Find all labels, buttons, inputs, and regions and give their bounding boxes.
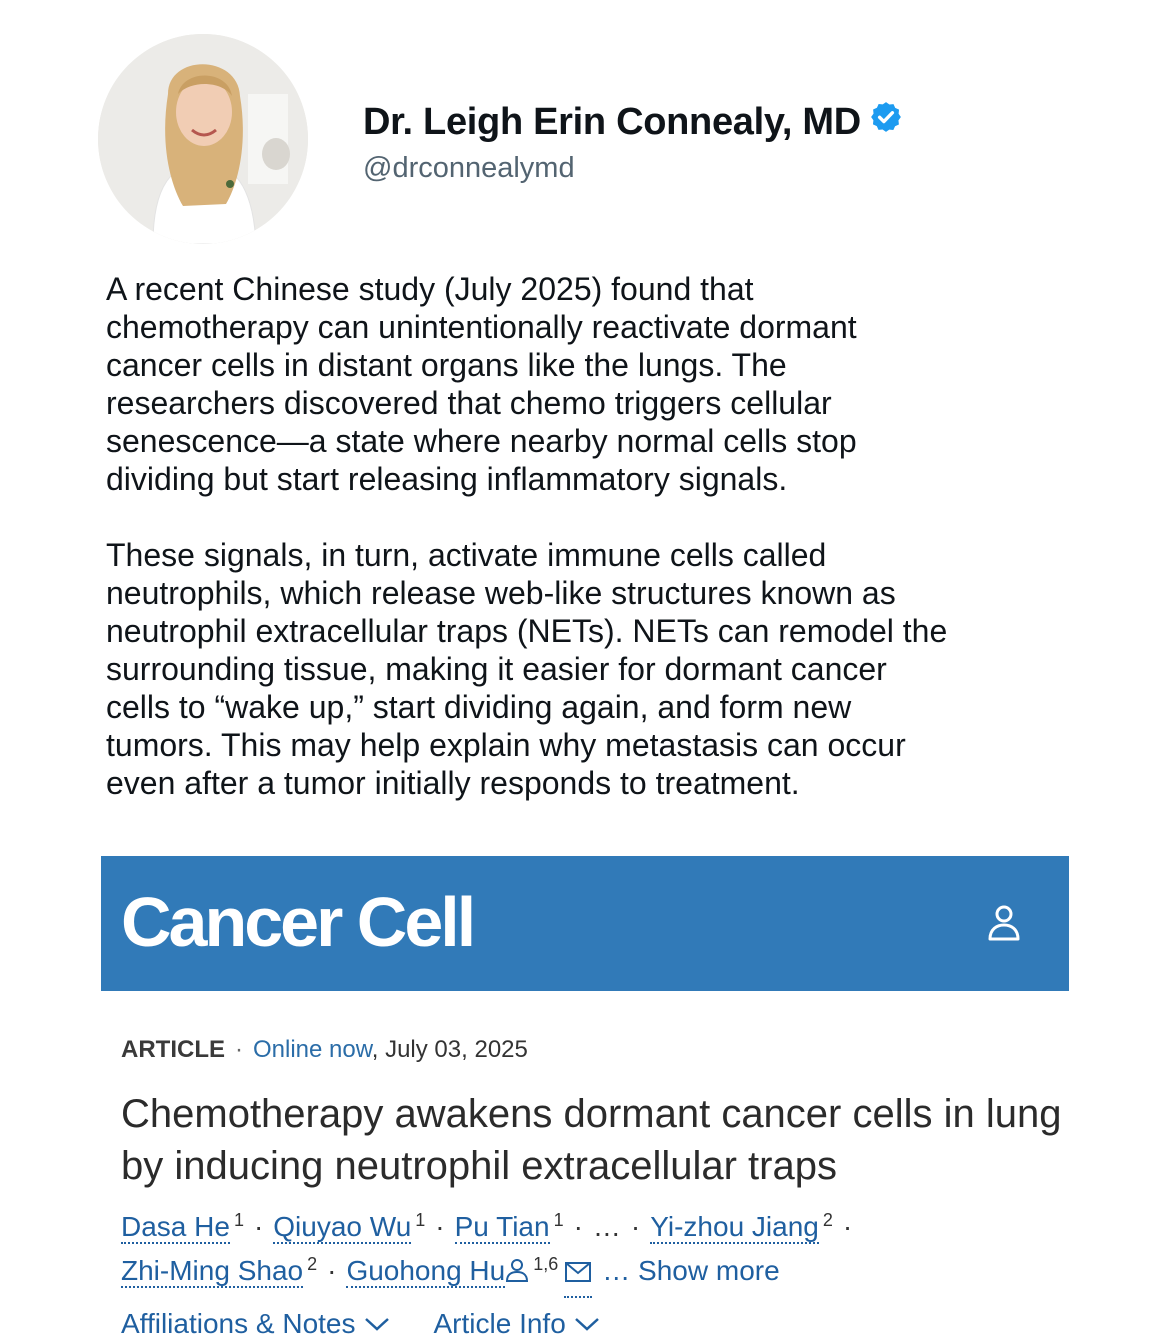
author-link[interactable]: Zhi-Ming Shao — [121, 1255, 304, 1286]
author-link[interactable]: Qiuyao Wu — [273, 1211, 412, 1242]
online-now-link[interactable]: Online now — [253, 1036, 372, 1063]
chevron-down-icon — [364, 1316, 390, 1332]
article-tabs — [121, 1308, 600, 1340]
article-info-toggle[interactable] — [434, 1308, 600, 1340]
author-separator: · — [327, 1255, 337, 1286]
article-date: , July 03, 2025 — [371, 1036, 528, 1063]
display-name[interactable]: Dr. Leigh Erin Connealy, MD — [363, 100, 861, 143]
author-affiliation: 1 — [233, 1209, 244, 1230]
author-separator: · — [842, 1211, 853, 1242]
display-name-row — [363, 100, 903, 144]
avatar-photo — [98, 34, 308, 244]
affiliations-notes-toggle[interactable] — [121, 1308, 390, 1340]
author-affiliation: 2 — [822, 1209, 833, 1230]
post-paragraph-2: These signals, in turn, activate immune cells called neutrophils, which release web-like structures known as neutrophil extracellular traps (NETs). NETs can remodel the surrounding tissue, making it easier for dormant cancer cells to “wake up,” start dividing again, and form new tumors. This may help explain why metastasis can occur even after a tumor initially responds to treatment. — [106, 537, 948, 801]
article-title[interactable]: Chemotherapy awakens dormant cancer cells in lung by inducing neutrophil extracellular traps — [121, 1092, 1062, 1188]
author-affiliation: 1 — [415, 1209, 426, 1230]
author-link[interactable]: Pu Tian — [454, 1211, 550, 1242]
journal-header-bar — [101, 856, 1069, 991]
affiliations-label: Affiliations & Notes — [121, 1308, 356, 1339]
author-list — [121, 1205, 1071, 1298]
journal-logo[interactable]: Cancer Cell — [121, 883, 474, 961]
author-link[interactable]: Yi-zhou Jiang — [650, 1211, 819, 1242]
verified-badge-icon — [869, 100, 903, 144]
corresponding-author-icon — [505, 1252, 529, 1296]
author-ellipsis: … — [592, 1211, 621, 1242]
article-meta — [121, 1036, 528, 1064]
meta-separator: · — [235, 1036, 243, 1063]
user-icon[interactable] — [987, 904, 1021, 942]
author-separator: · — [435, 1211, 445, 1242]
author-affiliation: 1 — [553, 1209, 564, 1230]
author-affiliation: 1,6 — [533, 1253, 559, 1274]
chevron-down-icon — [574, 1316, 600, 1332]
author-separator: · — [253, 1211, 264, 1242]
author-separator: · — [573, 1211, 583, 1242]
post-paragraph-1: A recent Chinese study (July 2025) found that chemotherapy can unintentionally reactivate dormant cancer cells in distant organs like the lungs. The researchers discovered that chemo triggers cellular senescence—a state where nearby normal cells stop dividing but start releasing inflammatory signals. — [106, 271, 857, 497]
author-affiliation: 2 — [307, 1253, 318, 1274]
author-separator: · — [630, 1211, 641, 1242]
article-info-label: Article Info — [433, 1308, 566, 1339]
user-handle[interactable]: @drconnealymd — [363, 152, 575, 184]
author-link[interactable]: Dasa He — [121, 1211, 230, 1242]
profile-avatar[interactable] — [98, 34, 308, 244]
article-type: ARTICLE — [121, 1036, 225, 1063]
show-more-authors-button[interactable]: … Show more — [602, 1255, 780, 1286]
post-text — [106, 270, 1116, 840]
profile-header — [363, 100, 903, 185]
email-icon[interactable] — [564, 1252, 592, 1298]
author-link[interactable]: Guohong Hu — [346, 1255, 506, 1286]
